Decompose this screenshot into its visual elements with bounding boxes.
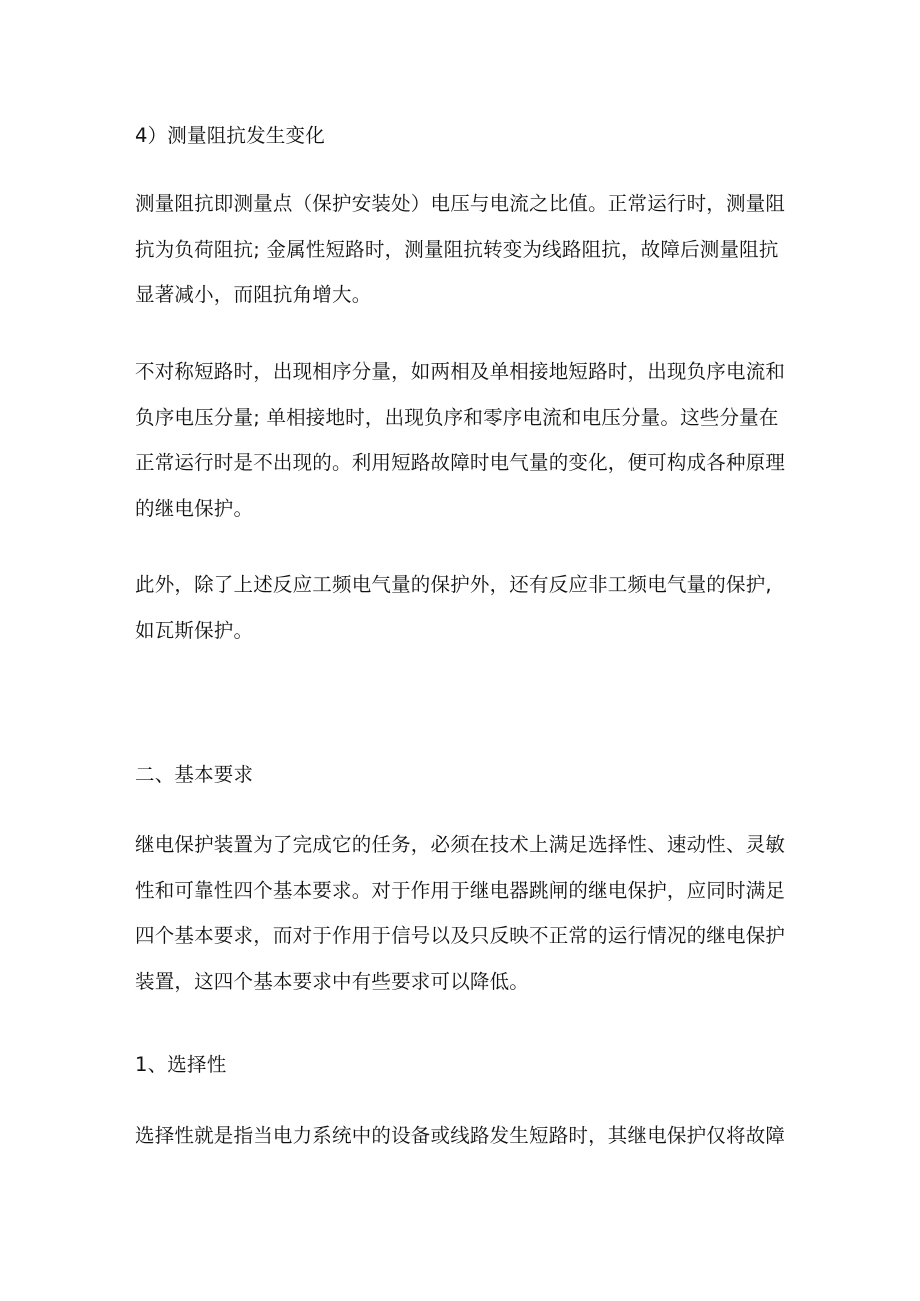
section-heading-impedance-change: [135, 113, 795, 159]
paragraph-line: 选择性就是指当电力系统中的设备或线路发生短路时，其继电保护仅将故障: [135, 1124, 786, 1147]
paragraph-line: 装置，这四个基本要求中有些要求可以降低。: [135, 969, 530, 993]
section-heading-basic-requirements: [135, 752, 795, 798]
heading-text: 二、基本要求: [135, 763, 254, 786]
paragraph-line: 正常运行时是不出现的。利用短路故障时电气量的变化，便可构成各种原理: [135, 451, 786, 474]
paragraph-line: 性和可靠性四个基本要求。对于作用于继电器跳闸的继电保护，应同时满足: [135, 878, 786, 902]
paragraph-line: 继电保护装置为了完成它的任务，必须在技术上满足选择性、速动性、灵敏: [135, 833, 786, 856]
paragraph-line: 的继电保护。: [135, 496, 254, 520]
paragraph-line: 不对称短路时，出现相序分量，如两相及单相接地短路时，出现负序电流和: [135, 360, 786, 383]
paragraph-asymmetric-short-circuit: [135, 349, 795, 531]
paragraph-line: 负序电压分量; 单相接地时，出现负序和零序电流和电压分量。这些分量在: [135, 405, 779, 429]
paragraph-line: 抗为负荷阻抗; 金属性短路时，测量阻抗转变为线路阻抗，故障后测量阻抗: [135, 237, 779, 261]
section-heading-selectivity: [135, 1042, 795, 1088]
paragraph-line: 如瓦斯保护。: [135, 618, 254, 642]
heading-text: 1、选择性: [135, 1053, 227, 1076]
paragraph-line: 显著减小，而阻抗角增大。: [135, 283, 372, 306]
paragraph-measured-impedance: [135, 181, 795, 318]
paragraph-non-power-frequency: [135, 562, 795, 653]
paragraph-line: 四个基本要求，而对于作用于信号以及只反映不正常的运行情况的继电保护: [135, 924, 786, 947]
heading-text: 4）测量阻抗发生变化: [135, 124, 325, 147]
paragraph-line: 测量阻抗即测量点（保护安装处）电压与电流之比值。正常运行时，测量阻: [135, 192, 786, 215]
paragraph-four-requirements: [135, 822, 795, 1004]
paragraph-line: 此外，除了上述反应工频电气量的保护外，还有反应非工频电气量的保护,: [135, 573, 772, 596]
paragraph-selectivity-definition: [135, 1113, 795, 1159]
